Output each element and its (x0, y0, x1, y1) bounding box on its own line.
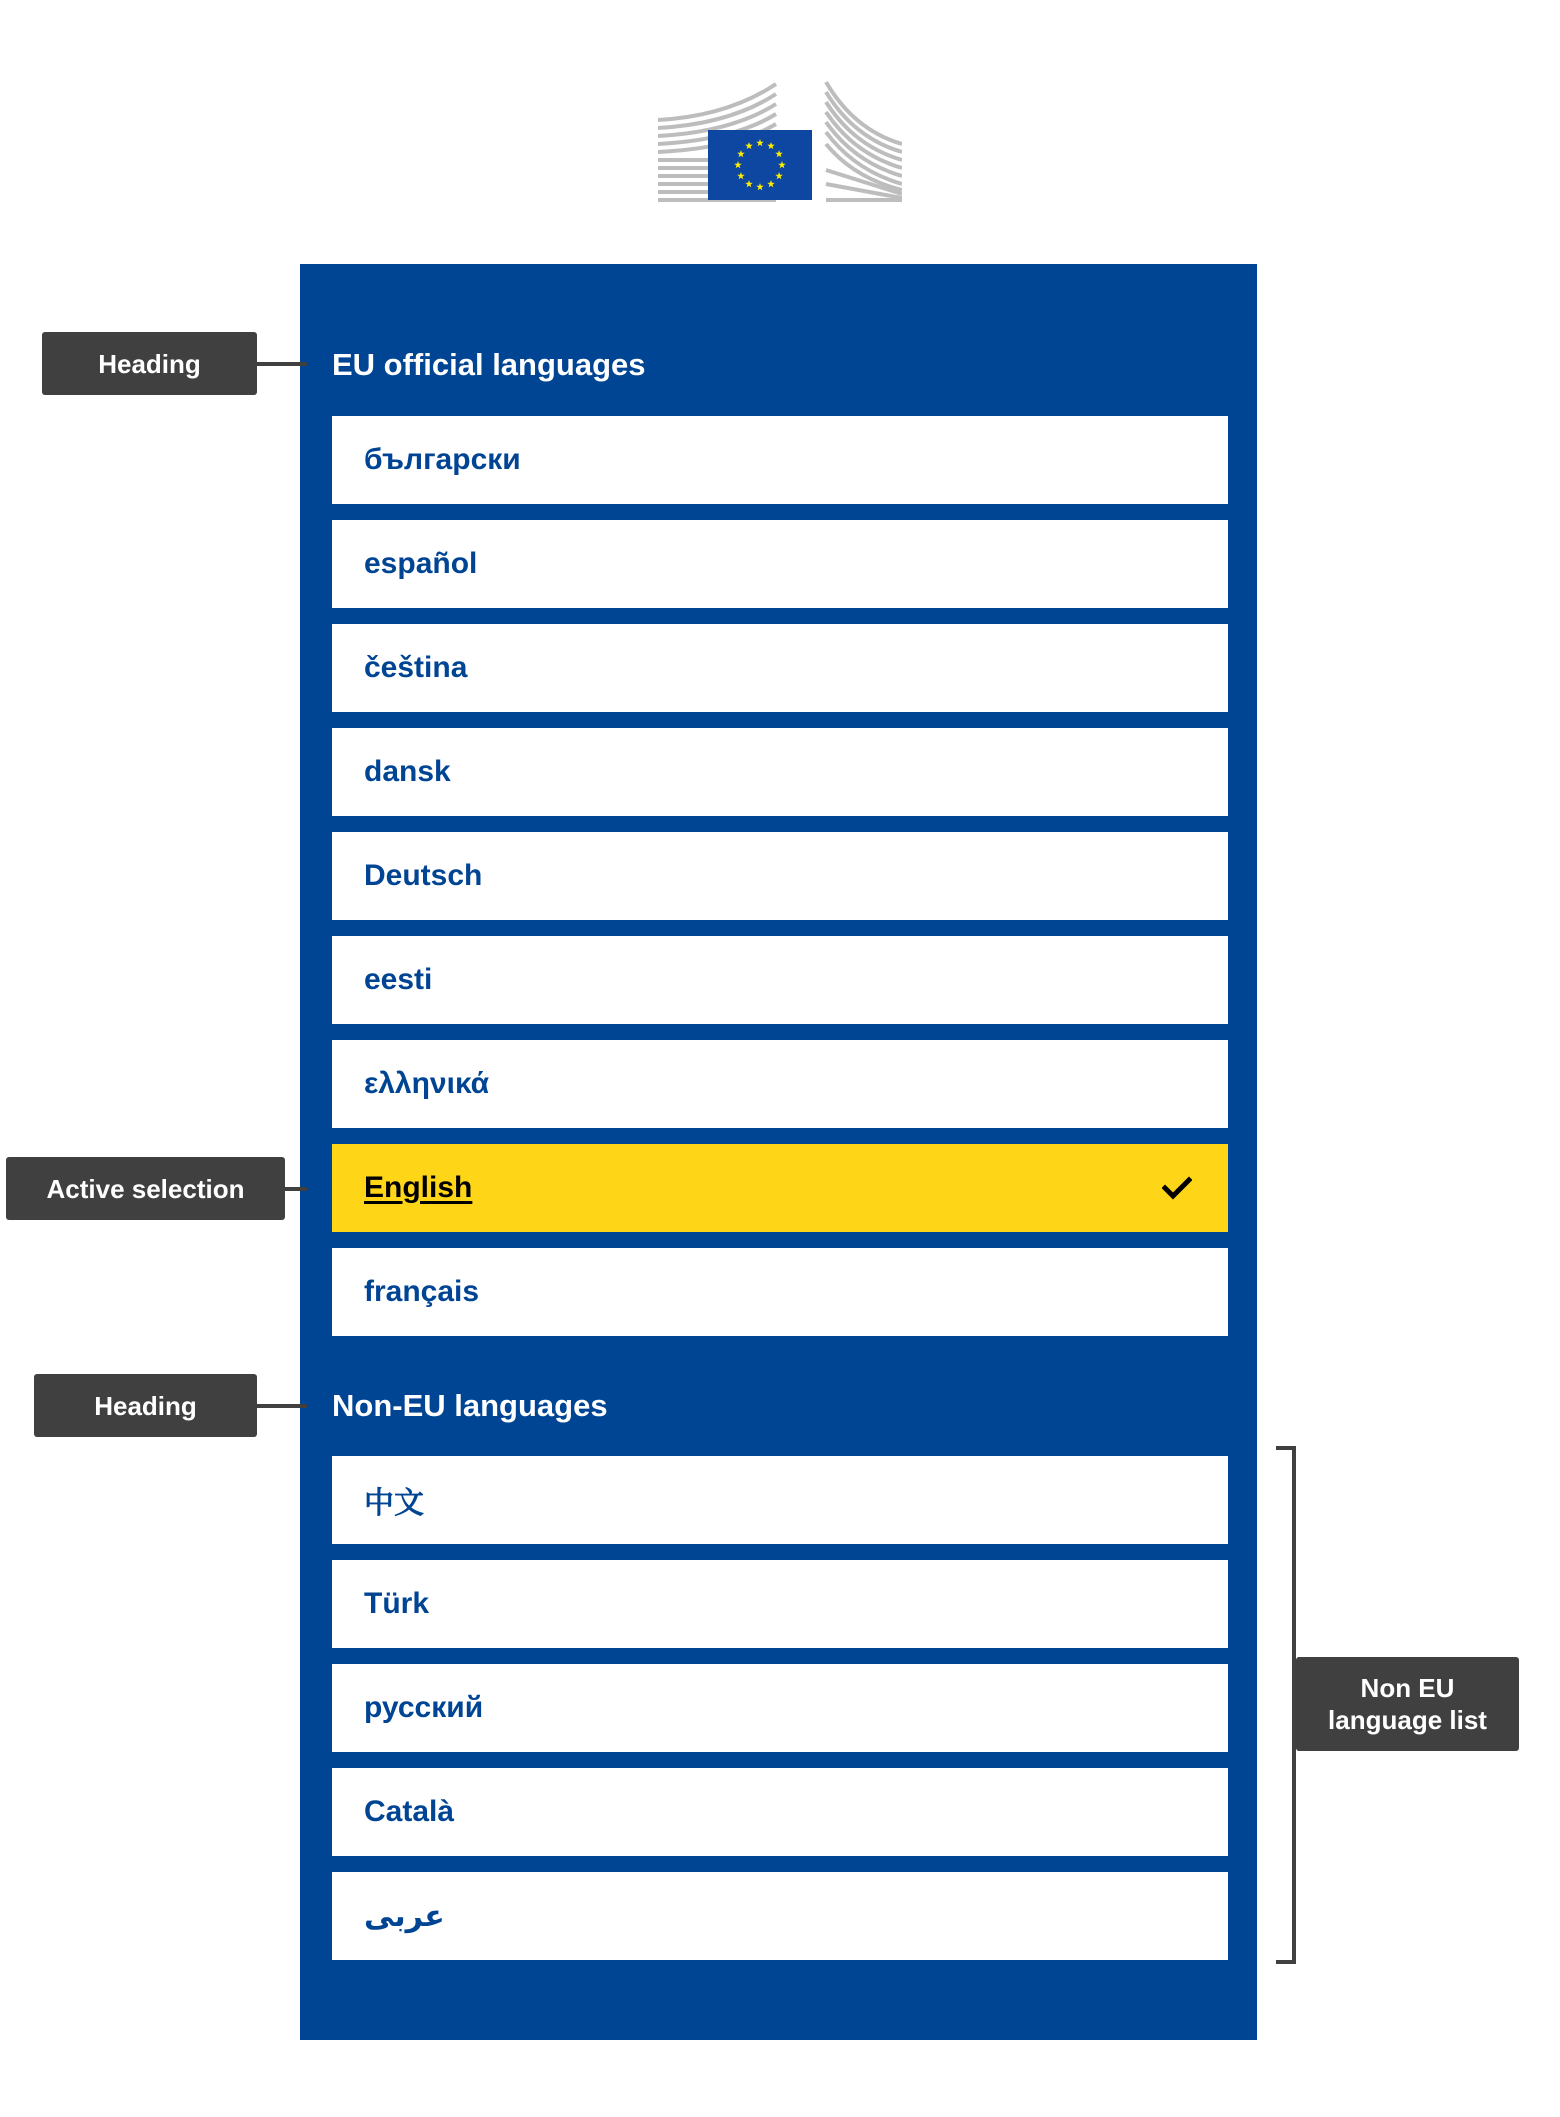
callout-non-eu-list (1296, 1657, 1519, 1751)
callout-line: Non EU (1360, 1673, 1455, 1703)
non-eu-list-bracket (1276, 1446, 1296, 1964)
language-item-catalan[interactable] (332, 1768, 1228, 1856)
language-label: français (364, 1275, 480, 1308)
language-item-chinese[interactable] (332, 1456, 1228, 1544)
language-label: eesti (364, 963, 433, 996)
callout-active-selection: Active selection (6, 1157, 285, 1220)
language-label: dansk (364, 755, 451, 788)
callout-heading-non-eu: Heading (34, 1374, 257, 1437)
eu-flag-icon (708, 130, 812, 200)
check-icon (1162, 1176, 1192, 1200)
language-item-estonian[interactable] (332, 936, 1228, 1024)
language-item-bulgarian[interactable] (332, 416, 1228, 504)
callout-connector (257, 362, 307, 366)
language-label: عربى (364, 1899, 445, 1933)
language-label: español (364, 547, 478, 580)
callout-heading-eu: Heading (42, 332, 257, 395)
eu-languages-heading: EU official languages (332, 347, 646, 382)
language-item-english-active[interactable] (332, 1144, 1228, 1232)
language-item-french[interactable] (332, 1248, 1228, 1336)
language-label: čeština (364, 651, 468, 684)
callout-connector (285, 1187, 307, 1191)
building-right-icon (824, 80, 902, 202)
language-selector-panel (300, 264, 1257, 2040)
language-item-spanish[interactable] (332, 520, 1228, 608)
language-label: русский (364, 1691, 484, 1724)
language-item-czech[interactable] (332, 624, 1228, 712)
language-label: Català (364, 1795, 455, 1828)
language-label: Deutsch (364, 859, 483, 892)
non-eu-languages-heading: Non-EU languages (332, 1388, 608, 1423)
language-label: Türk (364, 1587, 430, 1620)
language-label: ελληνικά (364, 1067, 490, 1100)
language-item-turkish[interactable] (332, 1560, 1228, 1648)
language-label: български (364, 443, 521, 476)
language-item-greek[interactable] (332, 1040, 1228, 1128)
language-item-danish[interactable] (332, 728, 1228, 816)
callout-line: language list (1328, 1705, 1487, 1735)
language-item-arabic[interactable] (332, 1872, 1228, 1960)
language-item-russian[interactable] (332, 1664, 1228, 1752)
language-label: 中文 (364, 1487, 424, 1520)
language-label: English (364, 1171, 473, 1204)
eu-commission-logo (658, 80, 902, 202)
callout-connector (257, 1404, 307, 1408)
language-item-german[interactable] (332, 832, 1228, 920)
